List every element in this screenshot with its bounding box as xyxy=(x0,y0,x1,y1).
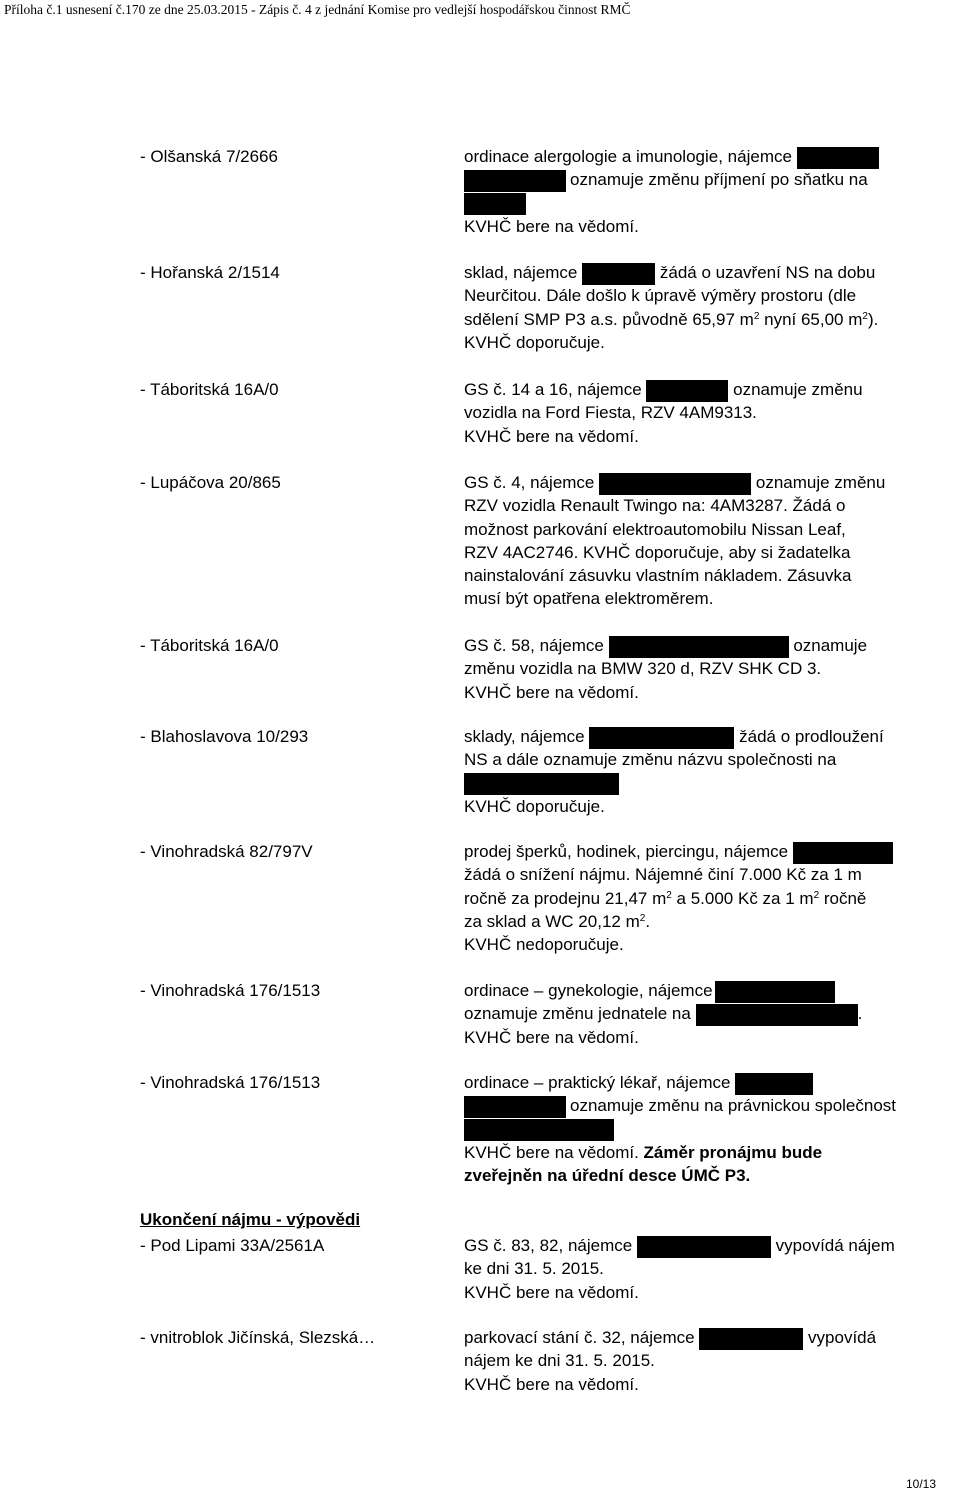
redaction-box xyxy=(464,170,566,192)
entry-address: - Blahoslavova 10/293 xyxy=(140,727,309,746)
desc-text: parkovací stání č. 32, nájemce xyxy=(464,1328,695,1347)
superscript: 2 xyxy=(862,310,868,322)
desc-text: musí být opatřena elektroměrem. xyxy=(464,589,714,609)
entry-address: - Vinohradská 82/797V xyxy=(140,842,313,861)
desc-text: KVHČ bere na vědomí. xyxy=(464,426,639,446)
desc-text: vypovídá xyxy=(808,1328,877,1347)
desc-text: KVHČ doporučuje. xyxy=(464,796,605,816)
desc-text: GS č. 83, 82, nájemce xyxy=(464,1236,633,1255)
superscript: 2 xyxy=(813,889,820,901)
desc-text: nájem ke dni 31. 5. 2015. xyxy=(464,1351,655,1371)
redaction-box xyxy=(599,473,751,495)
desc-text: ). xyxy=(867,309,879,329)
superscript: 2 xyxy=(753,310,760,322)
entry-description xyxy=(464,634,960,704)
desc-text: RZV 4AC2746. KVHČ doporučuje, aby si žadatelka xyxy=(464,542,851,562)
redaction-box xyxy=(696,1004,858,1026)
desc-text: sdělení SMP P3 a.s. původně 65,97 m xyxy=(464,309,754,329)
desc-text: GS č. 58, nájemce xyxy=(464,636,604,655)
redaction-box xyxy=(646,380,728,402)
entry-description xyxy=(464,1326,960,1396)
redaction-box xyxy=(793,842,893,864)
desc-text: vypovídá nájem xyxy=(775,1236,895,1255)
desc-text: NS a dále oznamuje změnu názvu společnosti na xyxy=(464,750,837,770)
redaction-box xyxy=(735,1073,813,1095)
entry-address: - Vinohradská 176/1513 xyxy=(140,1073,321,1092)
desc-text: ročně za prodejnu 21,47 m xyxy=(464,888,667,908)
entry-address: - Táboritská 16A/0 xyxy=(140,636,279,655)
desc-text: možnost parkování elektroautomobilu Nissan Leaf, xyxy=(464,519,846,539)
desc-text: žádá o snížení nájmu. Nájemné činí 7.000 Kč za 1 m xyxy=(464,865,862,885)
desc-text: KVHČ bere na vědomí. xyxy=(464,1142,639,1162)
redaction-box xyxy=(464,193,526,215)
desc-text: KVHČ bere na vědomí. xyxy=(464,1027,639,1047)
entry-description xyxy=(464,725,960,818)
desc-text: ordinace – gynekologie, nájemce xyxy=(464,981,713,1000)
desc-text: oznamuje změnu xyxy=(755,473,886,492)
entry-description xyxy=(464,1071,960,1187)
desc-text: žádá o prodloužení xyxy=(739,727,884,746)
redaction-box xyxy=(699,1328,803,1350)
desc-text-bold: zveřejněn na úřední desce ÚMČ P3. xyxy=(464,1166,751,1186)
desc-text: sklady, nájemce xyxy=(464,727,585,746)
desc-text: ordinace – praktický lékař, nájemce xyxy=(464,1073,731,1092)
entry-description xyxy=(464,145,960,238)
document-header: Příloha č.1 usnesení č.170 ze dne 25.03.2015 - Zápis č. 4 z jednání Komise pro vedlejší hospodářskou činnost RMČ xyxy=(4,2,631,17)
redaction-box xyxy=(589,727,734,749)
desc-text-bold: Záměr pronájmu bude xyxy=(643,1142,823,1162)
page-number: 10/13 xyxy=(906,1477,937,1491)
desc-text: změnu vozidla na BMW 320 d, RZV SHK CD 3. xyxy=(464,659,822,679)
entry-description xyxy=(464,840,960,956)
desc-text: oznamuje změnu na právnickou společnost xyxy=(570,1096,897,1116)
desc-text: GS č. 14 a 16, nájemce xyxy=(464,380,642,399)
desc-text: oznamuje xyxy=(793,636,868,655)
desc-text: prodej šperků, hodinek, piercingu, nájemce xyxy=(464,842,789,861)
entry-address: - Lupáčova 20/865 xyxy=(140,473,281,492)
desc-text: ordinace alergologie a imunologie, nájemce xyxy=(464,147,792,166)
redaction-box xyxy=(609,636,789,658)
entry-address: - Hořanská 2/1514 xyxy=(140,263,280,282)
desc-text: oznamuje změnu xyxy=(733,380,863,399)
desc-text: RZV vozidla Renault Twingo na: 4AM3287. Žádá o xyxy=(464,496,846,516)
desc-text: oznamuje změnu příjmení po sňatku na xyxy=(570,170,868,190)
entry-description xyxy=(464,1234,960,1304)
redaction-box xyxy=(637,1236,771,1258)
desc-text: nyní 65,00 m xyxy=(759,309,863,329)
desc-text: KVHČ doporučuje. xyxy=(464,332,605,352)
entry-description xyxy=(464,261,960,354)
desc-text: Neurčitou. Dále došlo k úpravě výměry prostoru (dle xyxy=(464,286,857,306)
redaction-box xyxy=(582,263,655,285)
section-title: Ukončení nájmu - výpovědi xyxy=(140,1210,361,1229)
redaction-box xyxy=(464,1096,566,1118)
entry-address: - Vinohradská 176/1513 xyxy=(140,981,321,1000)
entry-description xyxy=(464,471,960,611)
desc-text: GS č. 4, nájemce xyxy=(464,473,595,492)
redaction-box xyxy=(464,773,619,795)
desc-text: nainstalování zásuvku vlastním nákladem. Zásuvka xyxy=(464,566,852,586)
desc-text: . xyxy=(645,911,651,931)
entry-description xyxy=(464,378,960,448)
desc-text: KVHČ bere na vědomí. xyxy=(464,1282,639,1302)
entry-address: - Pod Lipami 33A/2561A xyxy=(140,1236,325,1255)
entry-description xyxy=(464,979,960,1049)
desc-text: ročně xyxy=(819,888,867,908)
desc-text: KVHČ bere na vědomí. xyxy=(464,682,639,702)
redaction-box xyxy=(715,981,835,1003)
desc-text: KVHČ bere na vědomí. xyxy=(464,1374,639,1394)
superscript: 2 xyxy=(639,912,646,924)
entry-address: - vnitroblok Jičínská, Slezská… xyxy=(140,1328,376,1347)
redaction-box xyxy=(464,1119,614,1141)
entry-address: - Olšanská 7/2666 xyxy=(140,147,278,166)
desc-text: . xyxy=(857,1004,863,1024)
desc-text: KVHČ bere na vědomí. xyxy=(464,216,639,236)
superscript: 2 xyxy=(666,889,672,901)
desc-text: vozidla na Ford Fiesta, RZV 4AM9313. xyxy=(464,403,757,423)
desc-text: KVHČ nedoporučuje. xyxy=(464,935,624,955)
desc-text: ke dni 31. 5. 2015. xyxy=(464,1259,604,1279)
desc-text: oznamuje změnu jednatele na xyxy=(464,1004,691,1024)
desc-text: a 5.000 Kč za 1 m xyxy=(671,888,814,908)
entry-address: - Táboritská 16A/0 xyxy=(140,380,279,399)
desc-text: žádá o uzavření NS na dobu xyxy=(659,263,876,282)
desc-text: za sklad a WC 20,12 m xyxy=(464,911,640,931)
desc-text: sklad, nájemce xyxy=(464,263,578,282)
redaction-box xyxy=(797,147,879,169)
